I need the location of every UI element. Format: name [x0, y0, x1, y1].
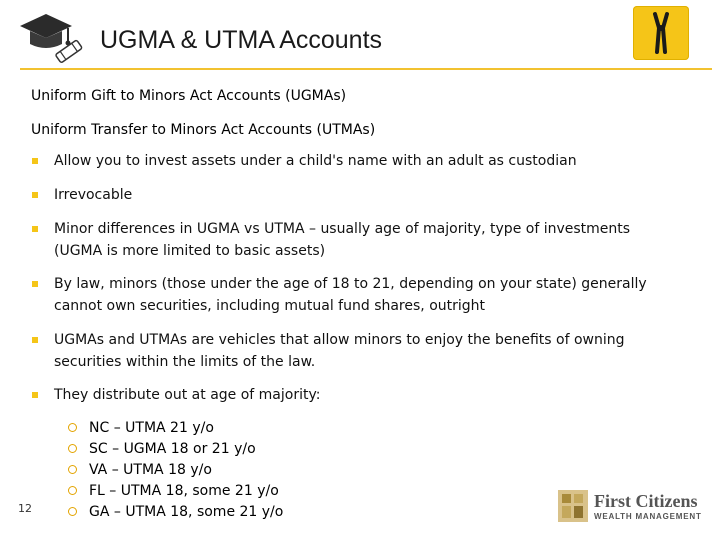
logo-name: First Citizens [594, 491, 698, 511]
page-title: UGMA & UTMA Accounts [100, 26, 383, 54]
circle-bullet-icon [68, 423, 77, 432]
bullet-item: Minor differences in UGMA vs UTMA – usually age of majority, type of investments (UGMA is more limited to basic assets) [32, 218, 672, 262]
heading-utma: Uniform Transfer to Minors Act Accounts (UTMAs) [31, 122, 376, 138]
circle-bullet-icon [68, 507, 77, 516]
bullet-item: By law, minors (those under the age of 18 to 21, depending on your state) generally cannot own securities, including mutual fund shares, outright [32, 273, 672, 317]
square-bullet-icon [32, 337, 38, 343]
logo-mark-icon [556, 488, 590, 524]
square-bullet-icon [32, 392, 38, 398]
company-logo [556, 488, 706, 528]
sub-bullet-item: SC – UGMA 18 or 21 y/o [68, 440, 256, 459]
circle-bullet-icon [68, 465, 77, 474]
bullet-item: Allow you to invest assets under a child's name with an adult as custodian [32, 150, 672, 172]
square-bullet-icon [32, 226, 38, 232]
square-bullet-icon [32, 281, 38, 287]
sub-bullet-item: NC – UTMA 21 y/o [68, 419, 214, 438]
circle-bullet-icon [68, 444, 77, 453]
sub-bullet-item: FL – UTMA 18, some 21 y/o [68, 482, 279, 501]
square-bullet-icon [32, 192, 38, 198]
sub-bullet-item: VA – UTMA 18 y/o [68, 461, 212, 480]
bullet-item: They distribute out at age of majority: [32, 384, 672, 406]
heading-ugma: Uniform Gift to Minors Act Accounts (UGMAs) [31, 88, 347, 104]
circle-bullet-icon [68, 486, 77, 495]
square-bullet-icon [32, 158, 38, 164]
logo-subtitle: WEALTH MANAGEMENT [594, 512, 702, 521]
sub-bullet-item: GA – UTMA 18, some 21 y/o [68, 503, 283, 522]
page-number: 12 [18, 502, 32, 515]
bullet-item: UGMAs and UTMAs are vehicles that allow minors to enjoy the benefits of owning securities within the limits of the law. [32, 329, 672, 373]
bullet-item: Irrevocable [32, 184, 672, 206]
